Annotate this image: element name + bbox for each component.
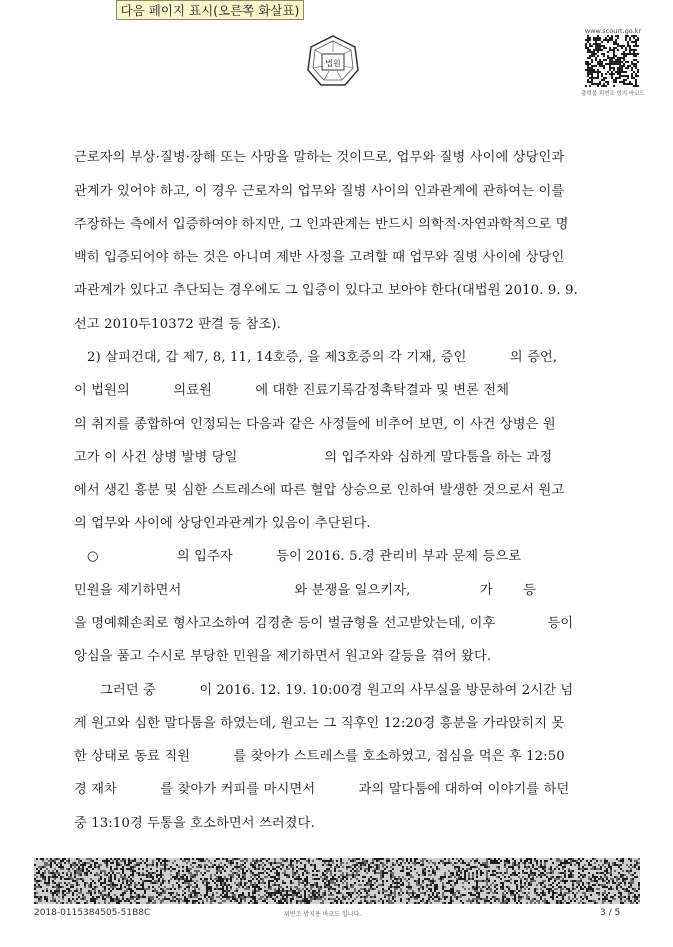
site-url: www.scourt.go.kr	[584, 27, 642, 35]
body-line: 경 재차 를 찾아가 커피를 마시면서 과의 말다툼에 대하여 이야기를 하던	[74, 782, 570, 797]
body-line: 백히 입증되어야 하는 것은 아니며 제반 사정을 고려할 때 업무와 질병 사이에 상당인	[74, 250, 565, 265]
body-line: 주장하는 측에서 입증하여야 하지만, 그 인과관계는 반드시 의학적·자연과학적으로 명	[74, 217, 569, 232]
next-page-button[interactable]: 다음 페이지 표시(오른쪽 화살표)	[116, 0, 304, 20]
body-line: 고가 이 사건 상병 발병 당일 의 입주자와 심하게 말다툼을 하는 과정	[74, 450, 553, 465]
court-mark-text: 법원	[325, 59, 341, 68]
document-id: 2018-0115384505-51B8C	[34, 908, 151, 918]
body-line: 이 법원의 의료원 에 대한 진료기록감정촉탁결과 및 변론 전체	[74, 383, 510, 398]
body-line: 앙심을 품고 수시로 부당한 민원을 제기하면서 원고와 갈등을 겪어 왔다.	[74, 649, 492, 664]
page-number: 3 / 5	[600, 908, 621, 918]
qr-code-icon	[585, 35, 639, 87]
body-line: 과관계가 있다고 추단되는 경우에도 그 입증이 있다고 보아야 한다(대법원 2010. 9. 9.	[74, 283, 578, 298]
body-line: 2) 살피건대, 갑 제7, 8, 11, 14호증, 을 제3호증의 각 기재, 증인 의 증언,	[74, 350, 558, 365]
body-line: 의 업무와 사이에 상당인과관계가 있음이 추단된다.	[74, 516, 371, 531]
anti-forgery-barcode-icon	[34, 858, 640, 904]
body-line: 선고 2010두10372 판결 등 참조).	[74, 317, 281, 332]
court-emblem-icon	[306, 34, 360, 88]
body-line: 민원을 제기하면서 와 분쟁을 일으키자, 가 등	[74, 583, 537, 598]
body-line: ○ 의 입주자 등이 2016. 5.경 관리비 부과 문제 등으로	[74, 549, 522, 564]
qr-caption: 출력물 위변조 방지 바코드	[581, 91, 645, 97]
body-line: 그러던 중 이 2016. 12. 19. 10:00경 원고의 사무실을 방문하여 2시간 넘	[74, 683, 574, 698]
body-line: 에서 생긴 흥분 및 심한 스트레스에 따른 혈압 상승으로 인하여 발생한 것으로서 원고	[74, 483, 565, 498]
body-line: 의 취지를 종합하여 인정되는 다음과 같은 사정들에 비추어 보면, 이 사건 상병은 원	[74, 417, 556, 432]
body-line: 중 13:10경 두통을 호소하면서 쓰러졌다.	[74, 816, 315, 831]
barcode-note: 위변조 방지용 바코드 입니다.	[284, 911, 362, 918]
body-line: 관계가 있어야 하고, 이 경우 근로자의 업무와 질병 사이의 인과관계에 관하여는 이를	[74, 184, 565, 199]
body-line: 게 원고와 심한 말다툼을 하였는데, 원고는 그 직후인 12:20경 흥분을 가라앉히지 못	[74, 716, 565, 731]
body-line: 한 상태로 동료 직원 를 찾아가 스트레스를 호소하였고, 점심을 먹은 후 12:50	[74, 749, 565, 764]
body-line: 을 명예훼손죄로 형사고소하여 김경춘 등이 벌금형을 선고받았는데, 이후 등이	[74, 616, 574, 631]
body-line: 근로자의 부상·질병·장해 또는 사망을 말하는 것이므로, 업무와 질병 사이에 상당인과	[74, 150, 565, 165]
